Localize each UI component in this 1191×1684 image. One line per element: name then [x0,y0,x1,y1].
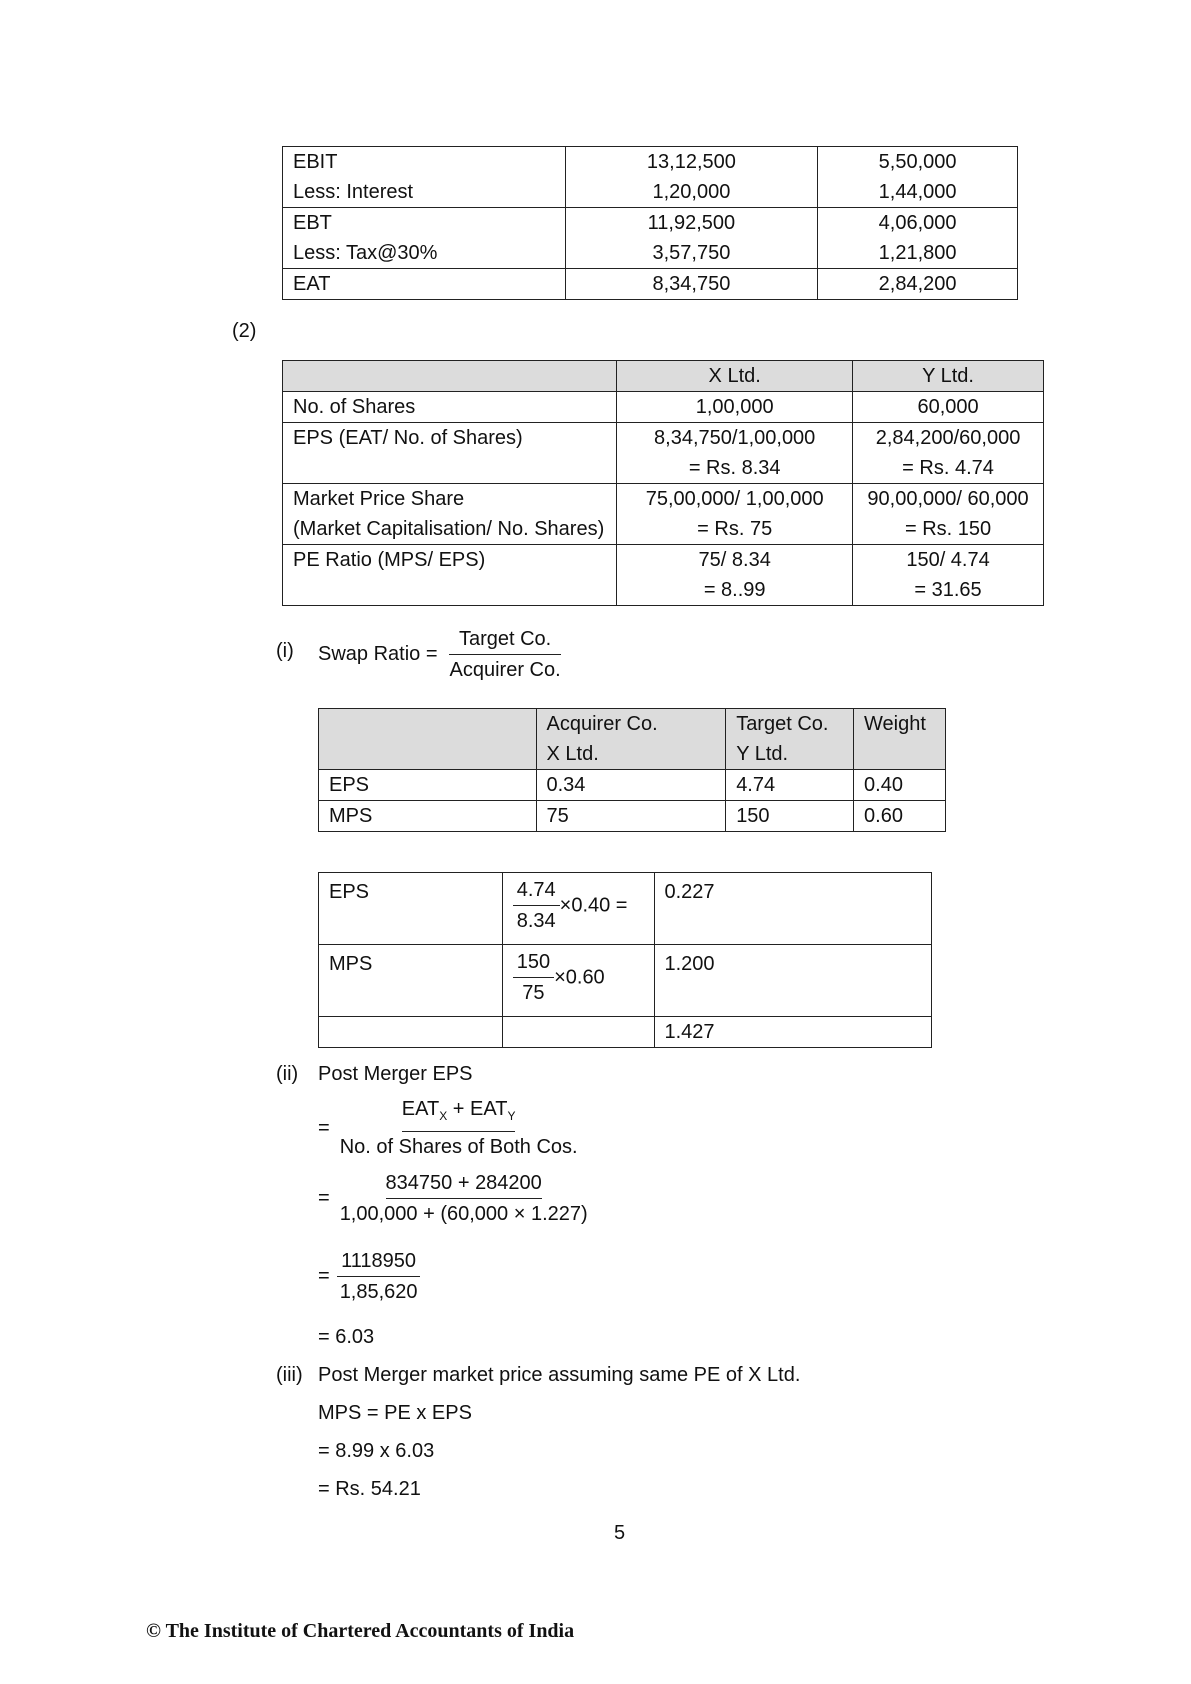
label-line: EPS (EAT/ No. of Shares) [293,427,523,449]
eps-substitution [318,1170,592,1227]
y-ltd-value [853,545,1044,606]
eat-x: EAT [401,1098,440,1120]
y-ltd-value [853,423,1044,484]
row-label: EBT [283,208,566,239]
weight-value: 0.40 [854,770,946,801]
table-row [319,770,946,801]
y-ltd-value: 60,000 [853,392,1044,423]
subscript-y: Y [507,1109,516,1123]
swap-calculation-table [318,872,932,1048]
value-line: = Rs. 75 [697,518,773,540]
table-row [283,484,1044,545]
numerator: Target Co. [449,626,561,655]
header-cell [536,709,726,770]
target-value: 150 [726,801,854,832]
result-value: 1.427 [654,1017,932,1048]
x-ltd-value: 1,20,000 [565,177,818,208]
target-value: 4.74 [726,770,854,801]
table-row [283,392,1044,423]
item-number: (i) [276,640,294,662]
y-ltd-value [853,484,1044,545]
header-line: Acquirer Co. [546,713,658,735]
fraction [336,1248,422,1305]
header-cell: X Ltd. [617,361,853,392]
mps-formula: MPS = PE x EPS [318,1402,472,1424]
page-number: 5 [614,1522,626,1544]
header-cell [854,709,946,770]
swap-ratio-label: Swap Ratio = [318,643,438,665]
mps-substitution: = 8.99 x 6.03 [318,1440,435,1462]
numerator: 4.74 [513,877,560,906]
item-number: (iii) [276,1364,303,1386]
table-header [319,709,946,770]
value-line: = Rs. 4.74 [902,457,994,479]
header-cell [319,709,537,770]
header-line: Weight [864,713,926,735]
multiplier: ×0.60 [554,966,605,989]
section-number: (2) [232,320,257,342]
numerator: 1118950 [337,1248,420,1277]
value-line: 75/ 8.34 [698,549,771,571]
row-label [283,484,617,545]
x-ltd-value [617,484,853,545]
result-value: 1.200 [654,945,932,1017]
numerator [402,1096,516,1132]
row-label: MPS [319,801,537,832]
table-row [319,873,932,945]
eps-result: = 6.03 [318,1326,375,1348]
value-line: 2,84,200/60,000 [875,427,1021,449]
y-ltd-value: 2,84,200 [818,269,1018,300]
row-label: EBIT [283,147,566,178]
header-line [864,739,935,769]
plus-sign: + [452,1098,465,1120]
denominator: 75 [522,982,545,1004]
table-row [283,545,1044,606]
denominator: No. of Shares of Both Cos. [339,1136,578,1158]
post-merger-mps-title: Post Merger market price assuming same PE of X Ltd. [318,1364,801,1386]
x-ltd-value: 1,00,000 [617,392,853,423]
denominator: 8.34 [516,910,556,932]
x-ltd-value [617,545,853,606]
table-row [283,208,1018,239]
table-row [319,945,932,1017]
header-line: Target Co. [736,713,829,735]
calc-cell [502,945,654,1017]
row-label [283,545,617,606]
swap-ratio-formula [318,626,565,683]
result-value: 0.227 [654,873,932,945]
value-line: = 8..99 [703,579,766,601]
header-line: X Ltd. [546,743,599,765]
table-row [283,147,1018,178]
row-label: Less: Tax@30% [283,238,566,269]
row-label: No. of Shares [283,392,617,423]
y-ltd-value: 4,06,000 [818,208,1018,239]
row-label: EPS [319,770,537,801]
value-line: 90,00,000/ 60,000 [867,488,1029,510]
x-ltd-value: 3,57,750 [565,238,818,269]
denominator: 1,00,000 + (60,000 × 1.227) [339,1203,588,1225]
row-label [283,423,617,484]
post-merger-eps-title: Post Merger EPS [318,1063,473,1085]
value-line: = 31.65 [914,579,982,601]
row-label: EPS [319,873,503,945]
table-row [283,423,1044,484]
fraction [336,1170,592,1227]
table-row [283,177,1018,208]
fraction [513,877,560,934]
multiplier: ×0.40 = [559,894,628,917]
table-row [319,801,946,832]
x-ltd-value: 8,34,750 [565,269,818,300]
denominator: Acquirer Co. [449,659,561,681]
eps-simplified [318,1248,422,1305]
numerator: 834750 + 284200 [386,1170,542,1199]
table-header [283,361,1044,392]
weight-value: 0.60 [854,801,946,832]
value-line: 8,34,750/1,00,000 [654,427,816,449]
calc-cell [502,873,654,945]
label-line: PE Ratio (MPS/ EPS) [293,549,486,571]
table-row [283,238,1018,269]
value-line: 150/ 4.74 [906,549,990,571]
income-table [282,146,1018,300]
fraction [446,626,565,683]
equals-sign: = [318,1116,330,1139]
equals-sign: = [318,1187,330,1209]
table-row [319,1017,932,1048]
y-ltd-value: 5,50,000 [818,147,1018,178]
label-line: Market Price Share [293,488,465,510]
numerator: 150 [513,949,554,978]
footer-copyright: © The Institute of Chartered Accountants of India [146,1620,575,1642]
eat-y: EAT [470,1098,508,1120]
row-label: MPS [319,945,503,1017]
acquirer-value: 0.34 [536,770,726,801]
denominator: 1,85,620 [339,1281,418,1303]
equals-sign: = [318,1265,330,1287]
y-ltd-value: 1,44,000 [818,177,1018,208]
x-ltd-value: 11,92,500 [565,208,818,239]
row-label [319,1017,503,1048]
acquirer-value: 75 [536,801,726,832]
value-line: 75,00,000/ 1,00,000 [645,488,824,510]
mps-result: = Rs. 54.21 [318,1478,421,1500]
row-label: Less: Interest [283,177,566,208]
value-line: = Rs. 8.34 [688,457,781,479]
header-cell [283,361,617,392]
x-ltd-value [617,423,853,484]
eps-formula [318,1096,582,1160]
subscript-x: X [439,1109,448,1123]
y-ltd-value: 1,21,800 [818,238,1018,269]
weights-table [318,708,946,832]
header-line: Y Ltd. [736,743,789,765]
label-line: (Market Capitalisation/ No. Shares) [293,518,605,540]
header-cell [726,709,854,770]
row-label: EAT [283,269,566,300]
header-cell: Y Ltd. [853,361,1044,392]
item-number: (ii) [276,1063,299,1085]
fraction [336,1096,582,1160]
comparison-table [282,360,1044,606]
calc-cell [502,1017,654,1048]
value-line: = Rs. 150 [904,518,992,540]
x-ltd-value: 13,12,500 [565,147,818,178]
fraction [513,949,554,1006]
table-row [283,269,1018,300]
